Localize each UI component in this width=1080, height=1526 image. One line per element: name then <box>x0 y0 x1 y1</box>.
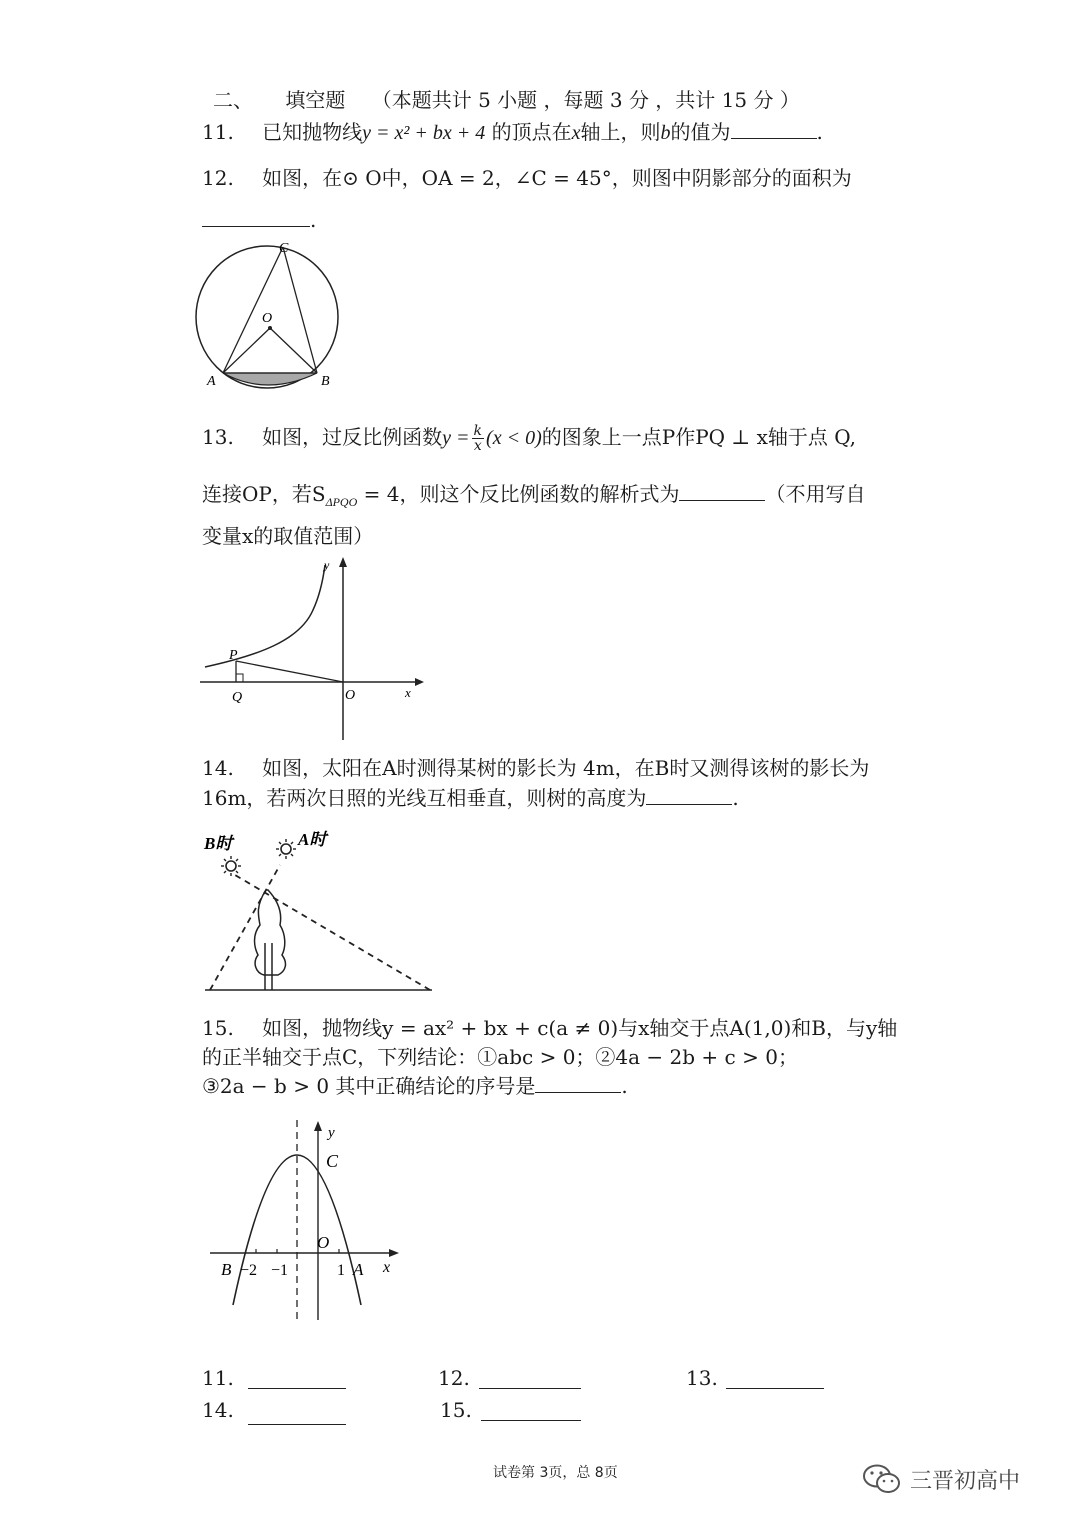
section-index: 二、 <box>213 88 253 112</box>
right-angle-mark <box>236 674 243 682</box>
label-minus-1: −1 <box>271 1262 289 1279</box>
hyperbola-curve <box>205 565 325 667</box>
q11-blank[interactable] <box>731 137 817 139</box>
q13-text-post: 的图象上一点P作PQ ⊥ x轴于点 Q, <box>541 425 856 449</box>
chord-cb <box>283 247 317 373</box>
x-axis-arrow <box>389 1249 399 1257</box>
watermark-text: 三晋初高中 <box>910 1468 1021 1494</box>
q13-line2 <box>202 482 865 509</box>
q13-line3: 变量x的取值范围） <box>202 524 374 548</box>
answer-line-15[interactable] <box>481 1419 581 1421</box>
q15-parabola-figure <box>205 1115 405 1325</box>
radius-ob <box>270 328 317 373</box>
segment-op <box>236 661 343 682</box>
watermark <box>862 1462 1020 1496</box>
q13-line2-pre: 连接OP，若S <box>202 482 326 506</box>
sun-b-icon <box>221 856 241 876</box>
q15-line3-wrap: ③2a − b > 0 其中正确结论的序号是 . <box>202 1074 628 1098</box>
q13-hyperbola-figure <box>200 555 430 745</box>
label-y: y <box>328 1125 335 1141</box>
q15-line2: 的正半轴交于点C，下列结论：①abc > 0；②4a − 2b + c > 0； <box>202 1045 798 1069</box>
q15-line3: ③2a − b > 0 其中正确结论的序号是 <box>202 1074 536 1098</box>
label-a: A <box>207 374 216 389</box>
ray-a <box>210 865 280 990</box>
label-x: x <box>383 1259 391 1276</box>
label-b: B <box>321 374 330 389</box>
q11-text-post: 的值为 <box>670 120 731 144</box>
q14-line2: 16m，若两次日照的光线互相垂直，则树的高度为 <box>202 786 647 810</box>
section-title: 填空题 <box>285 88 346 112</box>
q15-blank[interactable] <box>535 1091 621 1093</box>
sun-a-icon <box>276 839 296 859</box>
label-q: Q <box>232 690 243 705</box>
label-1: 1 <box>337 1262 345 1279</box>
q11-x: x <box>571 122 581 144</box>
q14-tree-figure <box>200 825 440 1000</box>
center-point <box>268 326 272 330</box>
page-footer: 试卷第 3页，总 8页 <box>493 1465 618 1481</box>
q11-b: b <box>660 122 671 144</box>
question-11: 11. 已知抛物线y = x² + bx + 4 的顶点在x轴上，则b的值为 . <box>202 120 823 144</box>
shaded-segment <box>223 373 317 385</box>
answer-line-12[interactable] <box>479 1387 581 1389</box>
chord-ca <box>223 247 283 373</box>
question-13 <box>202 424 856 453</box>
q11-number: 11. <box>202 120 234 144</box>
label-a: A <box>353 1260 364 1279</box>
question-12 <box>202 166 852 190</box>
q11-text-mid2: 轴上，则 <box>580 120 661 144</box>
radius-oa <box>223 328 270 373</box>
q15-number: 15. <box>202 1016 234 1040</box>
q13-frac-den: x <box>473 438 482 454</box>
label-b-time: B时 <box>204 834 233 853</box>
q12-blank[interactable] <box>202 225 310 227</box>
q13-subscript: ΔPQO <box>325 495 358 509</box>
q11-text-pre: 已知抛物线 <box>262 120 363 144</box>
q12-text: 如图，在⊙ O中，OA = 2，∠C = 45°，则图中阴影部分的面积为 <box>262 166 852 190</box>
q11-equation: y = x² + bx + 4 <box>362 122 486 144</box>
section-heading <box>213 88 800 112</box>
y-axis-arrow <box>339 557 347 567</box>
q14-blank[interactable] <box>646 803 732 805</box>
answer-line-14[interactable] <box>248 1423 346 1425</box>
question-15 <box>202 1016 897 1040</box>
y-axis-arrow <box>314 1121 322 1131</box>
answer-label-12: 12. <box>438 1366 470 1390</box>
q13-condition: (x < 0) <box>486 427 542 449</box>
label-a-time: A时 <box>298 830 327 849</box>
label-c: C <box>326 1151 339 1171</box>
q15-line1: 如图，抛物线y = ax² + bx + c(a ≠ 0)与x轴交于点A(1,0)和B，与y轴 <box>262 1016 898 1040</box>
tree-crown <box>255 890 286 975</box>
label-o: O <box>345 688 356 703</box>
label-b: B <box>221 1260 232 1279</box>
answer-label-13: 13. <box>686 1366 718 1390</box>
label-x: x <box>405 685 411 700</box>
q13-number: 13. <box>202 425 234 449</box>
label-y: y <box>324 558 330 572</box>
answer-line-11[interactable] <box>248 1387 346 1389</box>
q14-line1: 如图，太阳在A时测得某树的影长为 4m，在B时又测得该树的影长为 <box>262 756 870 780</box>
label-o: O <box>317 1233 330 1252</box>
section-note: （本题共计 5 小题 ，每题 3 分 ，共计 15 分 ） <box>371 88 800 112</box>
q12-circle-figure <box>195 235 370 400</box>
q13-blank[interactable] <box>679 499 765 501</box>
label-minus-2: −2 <box>240 1262 258 1279</box>
answer-line-13[interactable] <box>726 1387 824 1389</box>
label-p: P <box>229 648 238 663</box>
answer-label-11: 11. <box>202 1366 234 1390</box>
label-o: O <box>262 311 273 326</box>
question-14 <box>202 756 869 780</box>
label-c: C <box>279 241 289 256</box>
answer-label-15: 15. <box>440 1398 472 1422</box>
q13-text-pre: 如图，过反比例函数 <box>262 425 443 449</box>
q13-line2-post: = 4，则这个反比例函数的解析式为 <box>357 482 680 506</box>
q13-line2-tail: （不用写自 <box>765 482 866 506</box>
q12-answer-line: . <box>202 208 316 232</box>
x-axis-arrow <box>415 678 424 686</box>
q14-line2-wrap: 16m，若两次日照的光线互相垂直，则树的高度为 . <box>202 786 739 810</box>
q13-frac-num: k <box>473 423 483 439</box>
q11-text-mid: 的顶点在 <box>485 120 572 144</box>
q14-number: 14. <box>202 756 234 780</box>
q12-number: 12. <box>202 166 234 190</box>
answer-label-14: 14. <box>202 1398 234 1422</box>
q13-fraction <box>472 424 484 453</box>
q13-y-eq: y = <box>442 427 470 449</box>
wechat-icon <box>862 1462 902 1496</box>
